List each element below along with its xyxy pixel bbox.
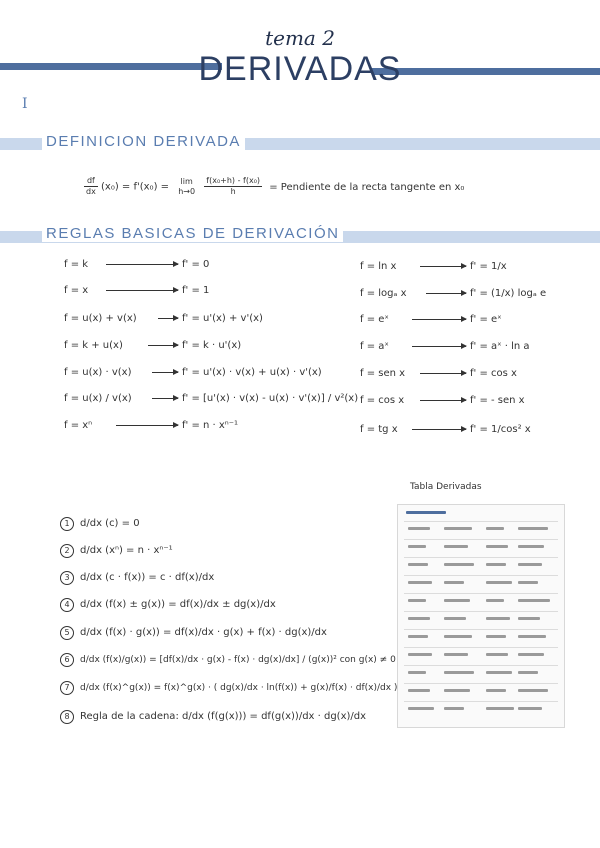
table-cell <box>518 617 540 620</box>
table-cell <box>408 545 426 548</box>
numbered-rule: 5 d/dx (f(x) · g(x)) = df(x)/dx · g(x) + f(x) · dg(x)/dx <box>60 626 327 640</box>
numbered-rule: 1 d/dx (c) = 0 <box>60 517 140 531</box>
rule-row: f = k f' = 0 <box>64 259 210 270</box>
table-cell <box>486 545 508 548</box>
rule-row: f = tg x f' = 1/cos² x <box>360 424 531 435</box>
table-divider <box>404 683 558 684</box>
rule-row: f = sen x f' = cos x <box>360 368 517 379</box>
table-cell <box>444 527 472 530</box>
table-divider <box>404 521 558 522</box>
table-cell <box>444 581 464 584</box>
table-divider <box>404 701 558 702</box>
table-cell <box>518 545 544 548</box>
page-title: DERIVADAS <box>198 50 402 88</box>
derivatives-table-image <box>397 504 565 728</box>
table-cell <box>444 617 466 620</box>
section-number: I <box>22 96 28 112</box>
table-cell <box>444 689 470 692</box>
table-cell <box>408 527 430 530</box>
table-cell <box>486 527 504 530</box>
rules-heading: REGLAS BASICAS DE DERIVACIÓN <box>42 225 343 242</box>
numbered-rule: 4 d/dx (f(x) ± g(x)) = df(x)/dx ± dg(x)/dx <box>60 598 276 612</box>
table-cell <box>486 707 514 710</box>
table-cell <box>486 635 506 638</box>
table-cell <box>518 707 542 710</box>
numbered-rule: 8 Regla de la cadena: d/dx (f(g(x))) = df(g(x))/dx · dg(x)/dx <box>60 710 366 724</box>
table-header-line <box>406 511 446 514</box>
rule-row: f = cos x f' = - sen x <box>360 395 525 406</box>
limit: lim h→0 <box>178 176 196 196</box>
definition-formula <box>84 176 464 197</box>
rule-row: f = u(x) · v(x) f' = u'(x) · v(x) + u(x) · v'(x) <box>64 367 322 378</box>
numbered-rule: 6 d/dx (f(x)/g(x)) = [df(x)/dx · g(x) - f(x) · dg(x)/dx] / (g(x))² con g(x) ≠ 0 <box>60 653 396 667</box>
rule-row: f = k + u(x) f' = k · u'(x) <box>64 340 242 351</box>
subtitle: tema 2 <box>265 26 335 50</box>
rule-row: f = xⁿ f' = n · xⁿ⁻¹ <box>64 420 239 431</box>
rule-row: f = logₐ x f' = (1/x) logₐ e <box>360 288 547 299</box>
table-cell <box>408 635 428 638</box>
numbered-rule: 2 d/dx (xⁿ) = n · xⁿ⁻¹ <box>60 544 173 558</box>
table-divider <box>404 557 558 558</box>
table-cell <box>408 617 430 620</box>
rule-row: f = aˣ f' = aˣ · ln a <box>360 341 530 352</box>
table-divider <box>404 539 558 540</box>
table-cell <box>486 689 506 692</box>
table-cell <box>408 707 434 710</box>
table-divider <box>404 629 558 630</box>
table-cell <box>518 689 548 692</box>
lhs-fraction: $\frac{df}{dx}$ <box>86 176 96 196</box>
table-divider <box>404 665 558 666</box>
table-cell <box>408 581 432 584</box>
table-cell <box>486 599 504 602</box>
table-cell <box>518 653 544 656</box>
table-divider <box>404 575 558 576</box>
table-cell <box>444 599 470 602</box>
table-cell <box>486 581 512 584</box>
table-divider <box>404 647 558 648</box>
numbered-rule: 7 d/dx (f(x)^g(x)) = f(x)^g(x) · ( dg(x)/dx · ln(f(x)) + g(x)/f(x) · df(x)/dx ) <box>60 681 397 695</box>
table-cell <box>444 671 474 674</box>
table-cell <box>444 707 464 710</box>
definition-heading: DEFINICION DERIVADA <box>42 133 245 150</box>
table-cell <box>518 599 550 602</box>
table-cell <box>444 635 472 638</box>
numbered-rule: 3 d/dx (c · f(x)) = c · df(x)/dx <box>60 571 214 585</box>
lhs-tail: (x₀) = f'(x₀) = <box>101 181 170 193</box>
table-cell <box>408 599 426 602</box>
definition-meaning: = Pendiente de la recta tangente en x₀ <box>269 181 465 193</box>
table-cell <box>486 653 508 656</box>
table-cell <box>408 563 428 566</box>
table-cell <box>486 671 512 674</box>
table-cell <box>518 635 546 638</box>
table-cell <box>444 563 474 566</box>
table-cell <box>518 527 548 530</box>
table-cell <box>486 617 510 620</box>
difference-quotient: $\frac{\text{f(x₀+h) - f(x₀)}}{h}$ <box>206 176 261 196</box>
rule-row: f = x f' = 1 <box>64 285 210 296</box>
table-cell <box>518 671 538 674</box>
rule-row: f = u(x) / v(x) f' = [u'(x) · v(x) - u(x) · v'(x)] / v²(x) <box>64 393 359 404</box>
table-divider <box>404 593 558 594</box>
table-cell <box>408 671 426 674</box>
rule-row: f = u(x) + v(x) f' = u'(x) + v'(x) <box>64 313 263 324</box>
table-divider <box>404 611 558 612</box>
table-caption: Tabla Derivadas <box>410 482 482 492</box>
table-cell <box>408 689 430 692</box>
table-cell <box>408 653 432 656</box>
table-cell <box>486 563 506 566</box>
table-cell <box>444 653 468 656</box>
table-cell <box>518 581 538 584</box>
rule-row: f = ln x f' = 1/x <box>360 261 507 272</box>
table-cell <box>518 563 542 566</box>
table-cell <box>444 545 468 548</box>
rule-row: f = eˣ f' = eˣ <box>360 314 502 325</box>
